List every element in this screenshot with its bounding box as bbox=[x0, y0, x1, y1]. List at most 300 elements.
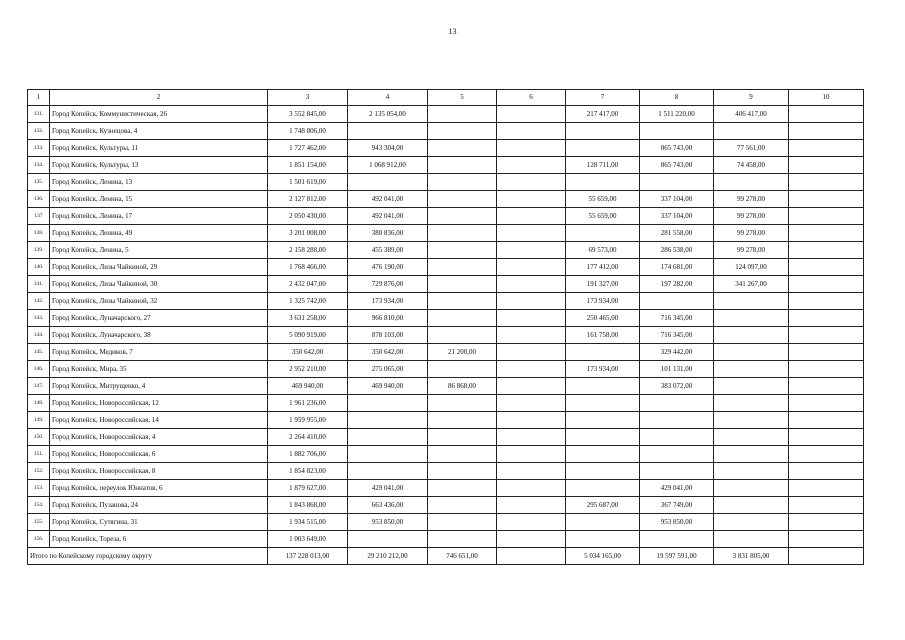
value-cell bbox=[789, 344, 864, 361]
value-cell bbox=[497, 106, 566, 123]
value-cell bbox=[789, 208, 864, 225]
table-row bbox=[28, 157, 864, 174]
row-number: 142. bbox=[28, 293, 50, 310]
row-number: 138. bbox=[28, 225, 50, 242]
value-cell bbox=[789, 497, 864, 514]
value-cell bbox=[789, 514, 864, 531]
value-cell bbox=[497, 157, 566, 174]
value-cell bbox=[566, 123, 640, 140]
value-cell bbox=[566, 412, 640, 429]
table-row bbox=[28, 208, 864, 225]
value-cell bbox=[566, 463, 640, 480]
value-cell bbox=[428, 310, 497, 327]
total-value-cell: 29 210 212,00 bbox=[348, 548, 428, 565]
value-cell: 2 135 054,00 bbox=[348, 106, 428, 123]
value-cell bbox=[789, 123, 864, 140]
table-row bbox=[28, 344, 864, 361]
value-cell: 174 681,00 bbox=[640, 259, 714, 276]
value-cell: 1 934 515,00 bbox=[268, 514, 348, 531]
value-cell: 281 558,00 bbox=[640, 225, 714, 242]
value-cell: 1 768 466,00 bbox=[268, 259, 348, 276]
value-cell bbox=[497, 412, 566, 429]
value-cell bbox=[497, 395, 566, 412]
value-cell bbox=[497, 497, 566, 514]
value-cell: 99 278,00 bbox=[714, 191, 789, 208]
value-cell bbox=[789, 327, 864, 344]
row-number: 152. bbox=[28, 463, 50, 480]
value-cell: 1 003 649,00 bbox=[268, 531, 348, 548]
value-cell: 124 097,00 bbox=[714, 259, 789, 276]
value-cell bbox=[789, 395, 864, 412]
address-cell: Город Копейск, Новороссийская, 14 bbox=[50, 412, 268, 429]
value-cell bbox=[714, 310, 789, 327]
value-cell: 99 278,00 bbox=[714, 208, 789, 225]
total-value-cell: 137 228 013,00 bbox=[268, 548, 348, 565]
value-cell bbox=[640, 293, 714, 310]
value-cell bbox=[497, 293, 566, 310]
row-number: 154. bbox=[28, 497, 50, 514]
value-cell: 197 282,00 bbox=[640, 276, 714, 293]
table-row bbox=[28, 514, 864, 531]
value-cell: 1 511 220,00 bbox=[640, 106, 714, 123]
value-cell bbox=[497, 344, 566, 361]
address-cell: Город Копейск, Коммунистическая, 26 bbox=[50, 106, 268, 123]
value-cell bbox=[714, 480, 789, 497]
value-cell bbox=[428, 293, 497, 310]
address-cell: Город Копейск, Тореза, 6 bbox=[50, 531, 268, 548]
value-cell bbox=[348, 429, 428, 446]
total-label: Итого по Копейскому городскому округу bbox=[28, 548, 268, 565]
value-cell bbox=[789, 225, 864, 242]
row-number: 134. bbox=[28, 157, 50, 174]
value-cell bbox=[428, 106, 497, 123]
value-cell bbox=[566, 395, 640, 412]
value-cell bbox=[640, 395, 714, 412]
value-cell bbox=[497, 123, 566, 140]
value-cell bbox=[566, 480, 640, 497]
row-number: 150. bbox=[28, 429, 50, 446]
value-cell bbox=[714, 463, 789, 480]
value-cell bbox=[714, 446, 789, 463]
value-cell: 1 882 706,00 bbox=[268, 446, 348, 463]
value-cell bbox=[497, 378, 566, 395]
table-row bbox=[28, 242, 864, 259]
value-cell bbox=[789, 191, 864, 208]
column-header: 7 bbox=[566, 90, 640, 106]
value-cell: 101 131,00 bbox=[640, 361, 714, 378]
value-cell bbox=[789, 293, 864, 310]
column-header: 2 bbox=[50, 90, 268, 106]
address-cell: Город Копейск, Кузнецова, 4 bbox=[50, 123, 268, 140]
value-cell: 3 631 258,00 bbox=[268, 310, 348, 327]
value-cell bbox=[714, 429, 789, 446]
value-cell: 191 327,00 bbox=[566, 276, 640, 293]
table-row bbox=[28, 327, 864, 344]
value-cell bbox=[428, 327, 497, 344]
value-cell bbox=[789, 140, 864, 157]
value-cell: 367 749,00 bbox=[640, 497, 714, 514]
address-cell: Город Копейск, Медиков, 7 bbox=[50, 344, 268, 361]
value-cell: 716 345,00 bbox=[640, 327, 714, 344]
value-cell bbox=[428, 225, 497, 242]
column-header: 5 bbox=[428, 90, 497, 106]
address-cell: Город Копейск, Сутягина, 31 bbox=[50, 514, 268, 531]
table-row bbox=[28, 412, 864, 429]
value-cell: 492 041,00 bbox=[348, 191, 428, 208]
value-cell bbox=[428, 480, 497, 497]
value-cell bbox=[497, 242, 566, 259]
value-cell: 329 442,00 bbox=[640, 344, 714, 361]
table-row bbox=[28, 140, 864, 157]
table-row bbox=[28, 378, 864, 395]
address-cell: Город Копейск, Новороссийская, 4 bbox=[50, 429, 268, 446]
value-cell: 943 304,00 bbox=[348, 140, 428, 157]
value-cell bbox=[348, 446, 428, 463]
row-number: 148. bbox=[28, 395, 50, 412]
table-row bbox=[28, 480, 864, 497]
value-cell bbox=[566, 174, 640, 191]
value-cell bbox=[428, 531, 497, 548]
value-cell bbox=[428, 123, 497, 140]
value-cell bbox=[789, 106, 864, 123]
value-cell bbox=[428, 242, 497, 259]
data-table bbox=[27, 89, 864, 565]
table-row bbox=[28, 531, 864, 548]
value-cell: 173 934,00 bbox=[566, 361, 640, 378]
value-cell bbox=[640, 463, 714, 480]
total-row bbox=[28, 548, 864, 565]
value-cell: 161 758,00 bbox=[566, 327, 640, 344]
address-cell: Город Копейск, Лизы Чайкиной, 29 bbox=[50, 259, 268, 276]
value-cell bbox=[789, 242, 864, 259]
row-number: 153. bbox=[28, 480, 50, 497]
value-cell: 128 711,00 bbox=[566, 157, 640, 174]
address-cell: Город Копейск, Культуры, 11 bbox=[50, 140, 268, 157]
value-cell bbox=[714, 395, 789, 412]
total-value-cell: 19 597 591,00 bbox=[640, 548, 714, 565]
value-cell bbox=[348, 531, 428, 548]
value-cell bbox=[789, 412, 864, 429]
column-header: 4 bbox=[348, 90, 428, 106]
row-number: 137 bbox=[28, 208, 50, 225]
row-number: 144. bbox=[28, 327, 50, 344]
table-row bbox=[28, 429, 864, 446]
value-cell: 55 659,00 bbox=[566, 208, 640, 225]
address-cell: Город Копейск, Лизы Чайкиной, 30 bbox=[50, 276, 268, 293]
value-cell bbox=[428, 276, 497, 293]
value-cell: 469 940,00 bbox=[348, 378, 428, 395]
value-cell: 2 127 812,00 bbox=[268, 191, 348, 208]
row-number: 145. bbox=[28, 344, 50, 361]
value-cell bbox=[789, 310, 864, 327]
value-cell bbox=[497, 208, 566, 225]
value-cell: 1 959 955,00 bbox=[268, 412, 348, 429]
address-cell: Город Копейск, Пузанова, 24 bbox=[50, 497, 268, 514]
value-cell bbox=[348, 123, 428, 140]
table-row bbox=[28, 276, 864, 293]
value-cell bbox=[789, 531, 864, 548]
value-cell bbox=[714, 361, 789, 378]
column-header: 8 bbox=[640, 90, 714, 106]
row-number: 133. bbox=[28, 140, 50, 157]
value-cell: 476 190,00 bbox=[348, 259, 428, 276]
value-cell: 275 065,00 bbox=[348, 361, 428, 378]
value-cell: 455 389,00 bbox=[348, 242, 428, 259]
row-number: 146. bbox=[28, 361, 50, 378]
value-cell: 3 201 008,00 bbox=[268, 225, 348, 242]
row-number: 140. bbox=[28, 259, 50, 276]
value-cell bbox=[789, 276, 864, 293]
value-cell bbox=[789, 361, 864, 378]
row-number: 135. bbox=[28, 174, 50, 191]
address-cell: Город Копейск, Ленина, 13 bbox=[50, 174, 268, 191]
value-cell bbox=[566, 344, 640, 361]
value-cell: 383 072,00 bbox=[640, 378, 714, 395]
value-cell: 99 278,00 bbox=[714, 242, 789, 259]
column-header: 9 bbox=[714, 90, 789, 106]
value-cell bbox=[497, 514, 566, 531]
value-cell: 173 934,00 bbox=[566, 293, 640, 310]
value-cell bbox=[566, 225, 640, 242]
row-number: 141. bbox=[28, 276, 50, 293]
value-cell bbox=[640, 446, 714, 463]
value-cell: 69 573,00 bbox=[566, 242, 640, 259]
value-cell bbox=[640, 412, 714, 429]
value-cell: 286 538,00 bbox=[640, 242, 714, 259]
value-cell: 1 851 154,00 bbox=[268, 157, 348, 174]
address-cell: Город Копейск, Ленина, 49 bbox=[50, 225, 268, 242]
table-row bbox=[28, 395, 864, 412]
value-cell: 3 552 845,00 bbox=[268, 106, 348, 123]
value-cell: 716 345,00 bbox=[640, 310, 714, 327]
address-cell: Город Копейск, Лизы Чайкиной, 32 bbox=[50, 293, 268, 310]
value-cell: 2 432 047,00 bbox=[268, 276, 348, 293]
total-value-cell bbox=[789, 548, 864, 565]
value-cell: 1 879 627,00 bbox=[268, 480, 348, 497]
row-number: 149. bbox=[28, 412, 50, 429]
row-number: 136. bbox=[28, 191, 50, 208]
value-cell bbox=[640, 123, 714, 140]
page-number: 13 bbox=[448, 27, 457, 36]
address-cell: Город Копейск, Митрущенко, 4 bbox=[50, 378, 268, 395]
value-cell bbox=[789, 480, 864, 497]
value-cell bbox=[640, 531, 714, 548]
value-cell: 865 743,00 bbox=[640, 157, 714, 174]
table-row bbox=[28, 123, 864, 140]
row-number: 131. bbox=[28, 106, 50, 123]
header-row bbox=[28, 90, 864, 106]
value-cell bbox=[428, 514, 497, 531]
value-cell bbox=[714, 497, 789, 514]
value-cell: 337 104,00 bbox=[640, 208, 714, 225]
value-cell bbox=[714, 344, 789, 361]
value-cell bbox=[640, 429, 714, 446]
table-row bbox=[28, 191, 864, 208]
total-value-cell: 3 831 805,00 bbox=[714, 548, 789, 565]
value-cell bbox=[497, 429, 566, 446]
value-cell: 77 561,00 bbox=[714, 140, 789, 157]
address-cell: Город Копейск, Ленина, 5 bbox=[50, 242, 268, 259]
value-cell: 1 961 236,00 bbox=[268, 395, 348, 412]
value-cell bbox=[497, 327, 566, 344]
value-cell bbox=[566, 429, 640, 446]
value-cell bbox=[566, 446, 640, 463]
value-cell bbox=[566, 378, 640, 395]
value-cell: 663 436,00 bbox=[348, 497, 428, 514]
value-cell bbox=[714, 514, 789, 531]
value-cell bbox=[497, 446, 566, 463]
value-cell: 1 325 742,00 bbox=[268, 293, 348, 310]
value-cell: 1 501 619,00 bbox=[268, 174, 348, 191]
value-cell bbox=[497, 531, 566, 548]
value-cell: 86 868,00 bbox=[428, 378, 497, 395]
column-header: 6 bbox=[497, 90, 566, 106]
value-cell bbox=[789, 378, 864, 395]
value-cell bbox=[428, 208, 497, 225]
value-cell bbox=[714, 174, 789, 191]
value-cell: 469 940,00 bbox=[268, 378, 348, 395]
row-number: 151. bbox=[28, 446, 50, 463]
value-cell bbox=[497, 480, 566, 497]
value-cell: 350 642,00 bbox=[268, 344, 348, 361]
row-number: 143. bbox=[28, 310, 50, 327]
column-header: 3 bbox=[268, 90, 348, 106]
value-cell: 1 068 912,00 bbox=[348, 157, 428, 174]
address-cell: Город Копейск, Ленина, 17 bbox=[50, 208, 268, 225]
value-cell bbox=[714, 327, 789, 344]
column-header: 10 bbox=[789, 90, 864, 106]
value-cell bbox=[428, 412, 497, 429]
table-row bbox=[28, 106, 864, 123]
value-cell bbox=[428, 446, 497, 463]
total-value-cell: 5 034 165,00 bbox=[566, 548, 640, 565]
value-cell bbox=[714, 412, 789, 429]
value-cell: 953 850,00 bbox=[640, 514, 714, 531]
value-cell: 1 748 806,00 bbox=[268, 123, 348, 140]
value-cell: 380 836,00 bbox=[348, 225, 428, 242]
value-cell bbox=[497, 259, 566, 276]
value-cell: 429 041,00 bbox=[348, 480, 428, 497]
value-cell bbox=[428, 429, 497, 446]
value-cell bbox=[789, 259, 864, 276]
value-cell bbox=[566, 140, 640, 157]
value-cell bbox=[428, 361, 497, 378]
table-row bbox=[28, 497, 864, 514]
row-number: 156. bbox=[28, 531, 50, 548]
value-cell: 429 041,00 bbox=[640, 480, 714, 497]
table-row bbox=[28, 259, 864, 276]
value-cell bbox=[348, 395, 428, 412]
value-cell bbox=[497, 361, 566, 378]
total-value-cell: 746 651,00 bbox=[428, 548, 497, 565]
value-cell: 55 659,00 bbox=[566, 191, 640, 208]
value-cell: 217 417,00 bbox=[566, 106, 640, 123]
column-header: 1 bbox=[28, 90, 50, 106]
value-cell: 341 267,00 bbox=[714, 276, 789, 293]
value-cell: 173 934,00 bbox=[348, 293, 428, 310]
value-cell bbox=[428, 191, 497, 208]
table-row bbox=[28, 174, 864, 191]
value-cell: 492 041,00 bbox=[348, 208, 428, 225]
value-cell bbox=[497, 225, 566, 242]
value-cell bbox=[428, 174, 497, 191]
table-row bbox=[28, 446, 864, 463]
address-cell: Город Копейск, Культуры, 13 bbox=[50, 157, 268, 174]
value-cell bbox=[497, 276, 566, 293]
value-cell bbox=[428, 395, 497, 412]
value-cell bbox=[714, 378, 789, 395]
value-cell bbox=[428, 497, 497, 514]
value-cell bbox=[428, 140, 497, 157]
value-cell: 729 876,00 bbox=[348, 276, 428, 293]
value-cell: 865 743,00 bbox=[640, 140, 714, 157]
row-number: 147. bbox=[28, 378, 50, 395]
value-cell bbox=[640, 174, 714, 191]
value-cell bbox=[789, 446, 864, 463]
address-cell: Город Копейск, Луначарского, 27 bbox=[50, 310, 268, 327]
value-cell bbox=[789, 429, 864, 446]
value-cell: 5 090 919,00 bbox=[268, 327, 348, 344]
value-cell bbox=[789, 157, 864, 174]
value-cell: 966 810,00 bbox=[348, 310, 428, 327]
total-value-cell bbox=[497, 548, 566, 565]
value-cell: 1 843 868,00 bbox=[268, 497, 348, 514]
value-cell: 99 278,00 bbox=[714, 225, 789, 242]
value-cell: 1 854 823,00 bbox=[268, 463, 348, 480]
value-cell: 250 465,00 bbox=[566, 310, 640, 327]
value-cell bbox=[497, 174, 566, 191]
value-cell bbox=[714, 293, 789, 310]
value-cell: 406 417,00 bbox=[714, 106, 789, 123]
value-cell bbox=[714, 531, 789, 548]
row-number: 155. bbox=[28, 514, 50, 531]
address-cell: Город Копейск, Новороссийская, 8 bbox=[50, 463, 268, 480]
value-cell: 2 952 210,00 bbox=[268, 361, 348, 378]
address-cell: Город Копейск, Новороссийская, 6 bbox=[50, 446, 268, 463]
value-cell bbox=[789, 174, 864, 191]
address-cell: Город Копейск, Ленина, 15 bbox=[50, 191, 268, 208]
value-cell: 350 642,00 bbox=[348, 344, 428, 361]
value-cell bbox=[497, 310, 566, 327]
value-cell bbox=[497, 191, 566, 208]
value-cell: 21 200,00 bbox=[428, 344, 497, 361]
table-row bbox=[28, 463, 864, 480]
value-cell bbox=[789, 463, 864, 480]
value-cell: 295 687,00 bbox=[566, 497, 640, 514]
value-cell bbox=[566, 531, 640, 548]
table-row bbox=[28, 293, 864, 310]
value-cell bbox=[566, 514, 640, 531]
address-cell: Город Копейск, Мира, 35 bbox=[50, 361, 268, 378]
value-cell: 1 727 462,00 bbox=[268, 140, 348, 157]
value-cell bbox=[348, 463, 428, 480]
value-cell: 878 103,00 bbox=[348, 327, 428, 344]
value-cell: 953 850,00 bbox=[348, 514, 428, 531]
value-cell bbox=[428, 463, 497, 480]
row-number: 139. bbox=[28, 242, 50, 259]
value-cell bbox=[348, 174, 428, 191]
table-row bbox=[28, 361, 864, 378]
value-cell: 2 264 410,00 bbox=[268, 429, 348, 446]
table-row bbox=[28, 310, 864, 327]
table-row bbox=[28, 225, 864, 242]
value-cell: 74 458,00 bbox=[714, 157, 789, 174]
address-cell: Город Копейск, переулок Юннатов, 6 bbox=[50, 480, 268, 497]
value-cell bbox=[428, 157, 497, 174]
value-cell bbox=[714, 123, 789, 140]
value-cell: 2 158 288,00 bbox=[268, 242, 348, 259]
value-cell bbox=[497, 463, 566, 480]
